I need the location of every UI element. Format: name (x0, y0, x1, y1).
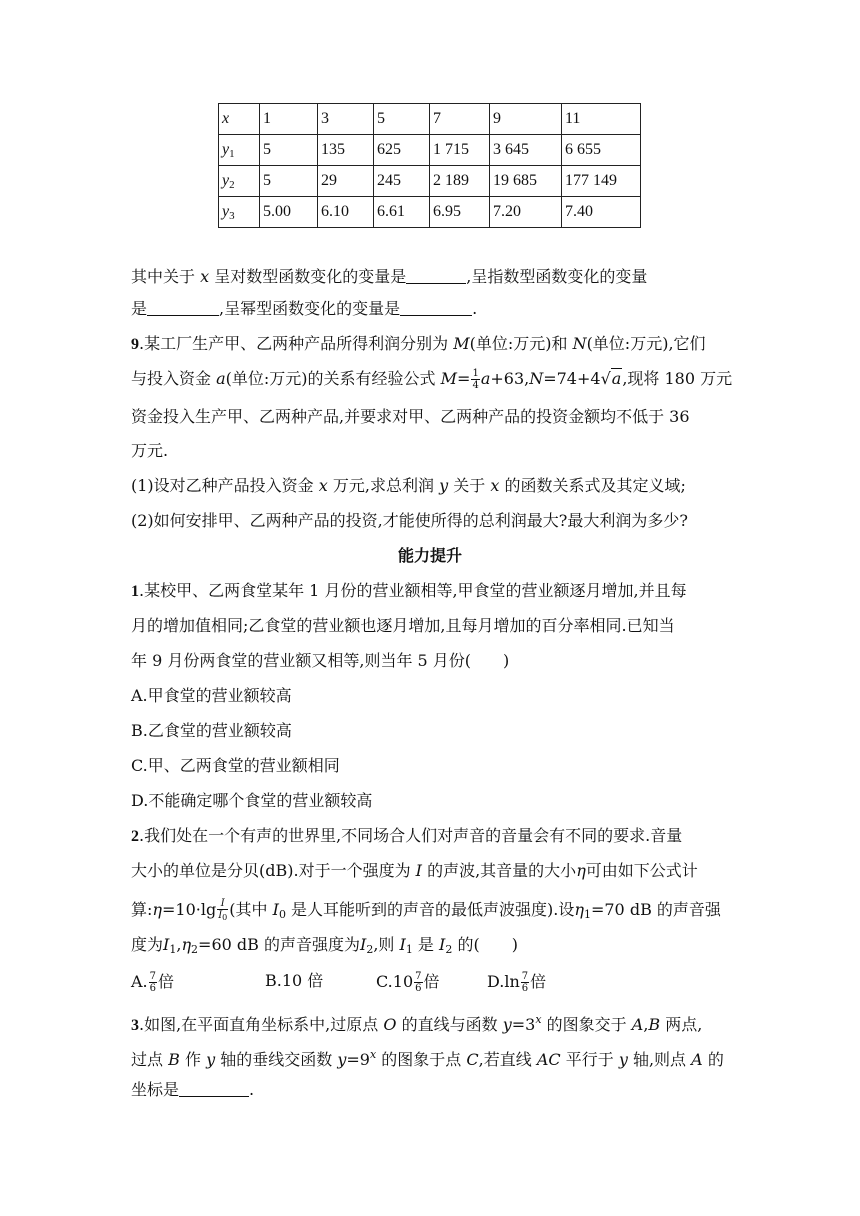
table-row (219, 166, 641, 197)
row-header-cell: $y_1$ (219, 135, 260, 166)
p1-option-b[interactable]: B.乙食堂的营业额较高 (131, 721, 292, 740)
p1-line-3: 年 9 月份两食堂的营业额又相等,则当年 5 月份( ) (131, 651, 510, 670)
q9-line-1: 9.某工厂生产甲、乙两种产品所得利润分别为 M(单位:万元)和 N(单位:万元),它们 (131, 334, 706, 353)
q9-part-2: (2)如何安排甲、乙两种产品的投资,才能使所得的总利润最大?最大利润为多少? (131, 511, 688, 530)
fraction: $\frac{1}{4}$ (472, 368, 479, 391)
p2-option-d[interactable]: D.ln $\frac{7}{6}$ 倍 (487, 971, 547, 994)
table-cell: 1 (260, 104, 318, 135)
table-cell: 6.10 (318, 197, 374, 228)
fraction: $\frac{I}{I_0}$ (218, 898, 228, 922)
table-cell: 3 (318, 104, 374, 135)
table-cell: 135 (318, 135, 374, 166)
table-cell: 2 189 (430, 166, 490, 197)
table-cell: 7.20 (490, 197, 562, 228)
p1-line-2: 月的增加值相同;乙食堂的营业额也逐月增加,且每月增加的百分率相同.已知当 (131, 616, 675, 635)
row-header-cell: x (219, 104, 260, 135)
p3-line-3: 坐标是 . (131, 1080, 255, 1099)
q8-line-1: 其中关于 x 呈对数型函数变化的变量是 ,呈指数型函数变化的变量 (131, 267, 648, 286)
q9-line-3: 资金投入生产甲、乙两种产品,并要求对甲、乙两种产品的投资金额均不低于 36 (131, 407, 690, 426)
table-cell: 6.61 (374, 197, 430, 228)
table-cell: 625 (374, 135, 430, 166)
p1-line-1: 1.某校甲、乙两食堂某年 1 月份的营业额相等,甲食堂的营业额逐月增加,并且每 (131, 581, 687, 600)
section-title: 能力提升 (397, 546, 462, 565)
table-cell: 11 (562, 104, 641, 135)
answer-blank[interactable] (400, 299, 472, 316)
q9-part-1: (1)设对乙种产品投入资金 x 万元,求总利润 y 关于 x 的函数关系式及其定义域; (131, 476, 686, 495)
p1-option-a[interactable]: A.甲食堂的营业额较高 (131, 686, 292, 705)
table-cell: 1 715 (430, 135, 490, 166)
table-cell: 3 645 (490, 135, 562, 166)
p2-line-2: 大小的单位是分贝(dB).对于一个强度为 I 的声波,其音量的大小η可由如下公式计 (131, 861, 698, 880)
p2-option-b[interactable]: B.10 倍 (265, 971, 324, 990)
p3-line-1: 3.如图,在平面直角坐标系中,过原点 O 的直线与函数 $y=3^x$ 的图象交于 A,B 两点, (131, 1013, 703, 1034)
row-header-cell: $y_3$ (219, 197, 260, 228)
p2-line-1: 2.我们处在一个有声的世界里,不同场合人们对声音的音量会有不同的要求.音量 (131, 826, 683, 845)
table-cell: 19 685 (490, 166, 562, 197)
table-row (219, 197, 641, 228)
table-cell: 29 (318, 166, 374, 197)
table-cell: 9 (490, 104, 562, 135)
table-row (219, 104, 641, 135)
table-cell: 5 (260, 166, 318, 197)
data-table (218, 103, 641, 228)
answer-blank[interactable] (179, 1080, 249, 1097)
table-cell: 6 655 (562, 135, 641, 166)
p1-option-d[interactable]: D.不能确定哪个食堂的营业额较高 (131, 791, 373, 810)
table-cell: 5.00 (260, 197, 318, 228)
p2-line-3: 算:η=10·lg $\frac{I}{I_0}$ (其中 $I_0$ 是人耳能听到的声音的最低声波强度).设$\eta_1=70$ dB 的声音强 (131, 898, 721, 922)
answer-blank[interactable] (406, 267, 466, 284)
table-cell: 5 (260, 135, 318, 166)
table-row (219, 135, 641, 166)
q8-line-2: 是 ,呈幂型函数变化的变量是 . (131, 299, 478, 318)
p1-option-c[interactable]: C.甲、乙两食堂的营业额相同 (131, 756, 340, 775)
q9-line-4: 万元. (131, 441, 169, 460)
table-cell: 177 149 (562, 166, 641, 197)
answer-blank[interactable] (147, 299, 219, 316)
p2-option-c[interactable]: C.10 $\frac{7}{6}$ 倍 (376, 971, 440, 994)
row-header-cell: $y_2$ (219, 166, 260, 197)
p2-line-4: 度为$I_1,\eta_2=60$ dB 的声音强度为$I_2$,则 $I_1$ 是 $I_2$ 的( ) (131, 935, 518, 956)
table-cell: 7.40 (562, 197, 641, 228)
table-cell: 5 (374, 104, 430, 135)
table-cell: 7 (430, 104, 490, 135)
table-cell: 6.95 (430, 197, 490, 228)
sqrt-symbol: √ (600, 369, 611, 388)
table-cell: 245 (374, 166, 430, 197)
p2-option-a[interactable]: A. $\frac{7}{6}$ 倍 (131, 971, 175, 994)
q9-line-2: 与投入资金 a(单位:万元)的关系有经验公式 M= $\frac{1}{4}$ a+63,N=74+4√a,现将 180 万元 (131, 368, 733, 391)
p3-line-2: 过点 B 作 y 轴的垂线交函数 $y=9^x$ 的图象于点 C,若直线 AC 平行于 y 轴,则点 A 的 (131, 1048, 724, 1069)
